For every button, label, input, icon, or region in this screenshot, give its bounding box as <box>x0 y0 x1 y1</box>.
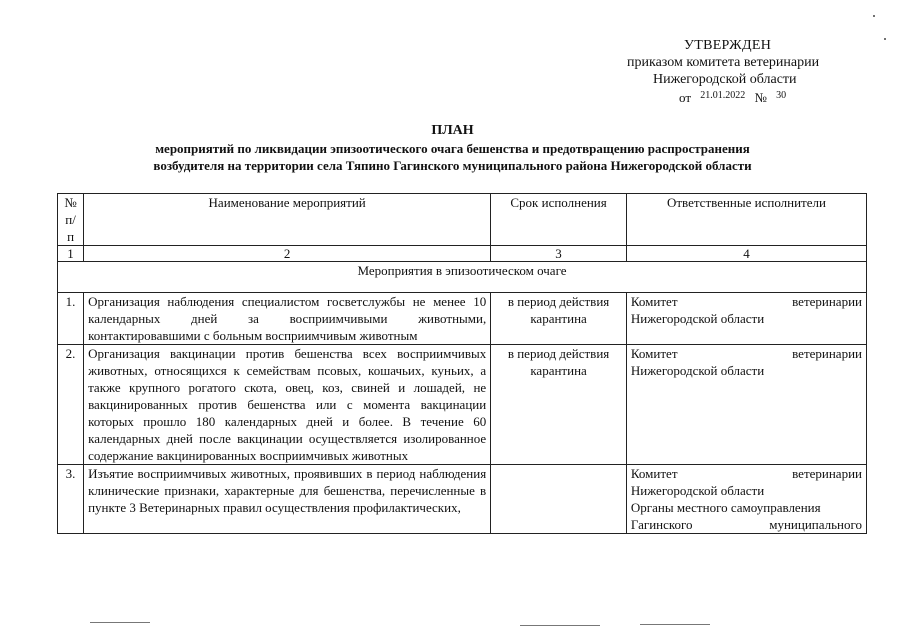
approved-label: УТВЕРЖДЕН <box>684 38 772 53</box>
row-activity: Изъятие восприимчивых животных, проявивших в период наблюдения клинические признаки, характерные для бешенства, перечисленные в пункте 3 Ветеринарных правил осуществления профилактических, <box>84 465 491 534</box>
column-number: 4 <box>626 246 866 262</box>
scan-artifact <box>90 622 150 623</box>
column-number: 1 <box>58 246 84 262</box>
resp-word: Комитет <box>630 294 678 309</box>
plan-subtitle-line2: возбудителя на территории села Тяпино Гагинского муниципального района Нижегородской области <box>153 158 752 173</box>
header-responsible: Ответственные исполнители <box>626 194 866 246</box>
row-number: 2. <box>58 345 84 465</box>
plan-subtitle-line1: мероприятий по ликвидации эпизоотического очага бешенства и предотвращению распространения <box>155 141 750 156</box>
header-number: № п/п <box>58 194 84 246</box>
approved-by-order: приказом комитета ветеринарии <box>627 55 820 70</box>
row-term: в период действия карантина <box>491 345 627 465</box>
column-number: 3 <box>491 246 627 262</box>
header-term: Срок исполнения <box>491 194 627 246</box>
row-activity: Организация вакцинации против бешенства всех восприимчивых животных, относящихся к семействам псовых, кошачьих, куньих, а также крупного рогатого скота, овец, коз, свиней и лошадей, не вакцинированных против бешенства или с момента вакцинации которых прошло 180 календарных дней и более. В течение 60 календарных дней после вакцинации осуществляется изолированное содержание вакцинированных восприимчивых животных <box>84 345 491 465</box>
resp-line: Органы местного самоуправления <box>630 500 821 515</box>
resp-word: муниципального <box>769 517 862 532</box>
scan-artifact <box>640 624 710 625</box>
resp-line: Нижегородской области <box>630 483 765 498</box>
number-value: 30 <box>776 90 787 101</box>
row-responsible <box>626 345 866 465</box>
resp-line: Нижегородской области <box>630 363 765 378</box>
table-header-row <box>58 194 867 246</box>
row-term <box>491 465 627 534</box>
plan-table <box>57 193 867 534</box>
table-row <box>58 345 867 465</box>
table-row <box>58 293 867 345</box>
row-number: 1. <box>58 293 84 345</box>
row-activity: Организация наблюдения специалистом госветслужбы не менее 10 календарных дней за восприимчивыми животными, контактировавшими с больным восприимчивым животным <box>84 293 491 345</box>
section-title: Мероприятия в эпизоотическом очаге <box>58 262 867 293</box>
resp-word: ветеринарии <box>792 346 862 361</box>
number-prefix: № <box>754 90 767 105</box>
resp-line: Нижегородской области <box>630 311 765 326</box>
scan-speck <box>873 15 875 17</box>
resp-word: Комитет <box>630 466 678 481</box>
row-number: 3. <box>58 465 84 534</box>
resp-word: ветеринарии <box>792 294 862 309</box>
table-row <box>58 465 867 534</box>
row-term: в период действия карантина <box>491 293 627 345</box>
section-row <box>58 262 867 293</box>
resp-word: Гагинского <box>630 517 693 532</box>
approved-region: Нижегородской области <box>653 72 797 87</box>
column-number: 2 <box>84 246 491 262</box>
column-number-row <box>58 246 867 262</box>
date-prefix: от <box>679 90 692 105</box>
resp-word: Комитет <box>630 346 678 361</box>
row-responsible <box>626 465 866 534</box>
resp-word: ветеринарии <box>792 466 862 481</box>
plan-heading: ПЛАН <box>431 123 474 138</box>
header-name: Наименование мероприятий <box>84 194 491 246</box>
scan-speck <box>884 38 886 40</box>
approved-date-number <box>679 90 792 108</box>
date-value: 21.01.2022 <box>700 90 746 101</box>
row-responsible <box>626 293 866 345</box>
scan-artifact <box>520 625 600 626</box>
